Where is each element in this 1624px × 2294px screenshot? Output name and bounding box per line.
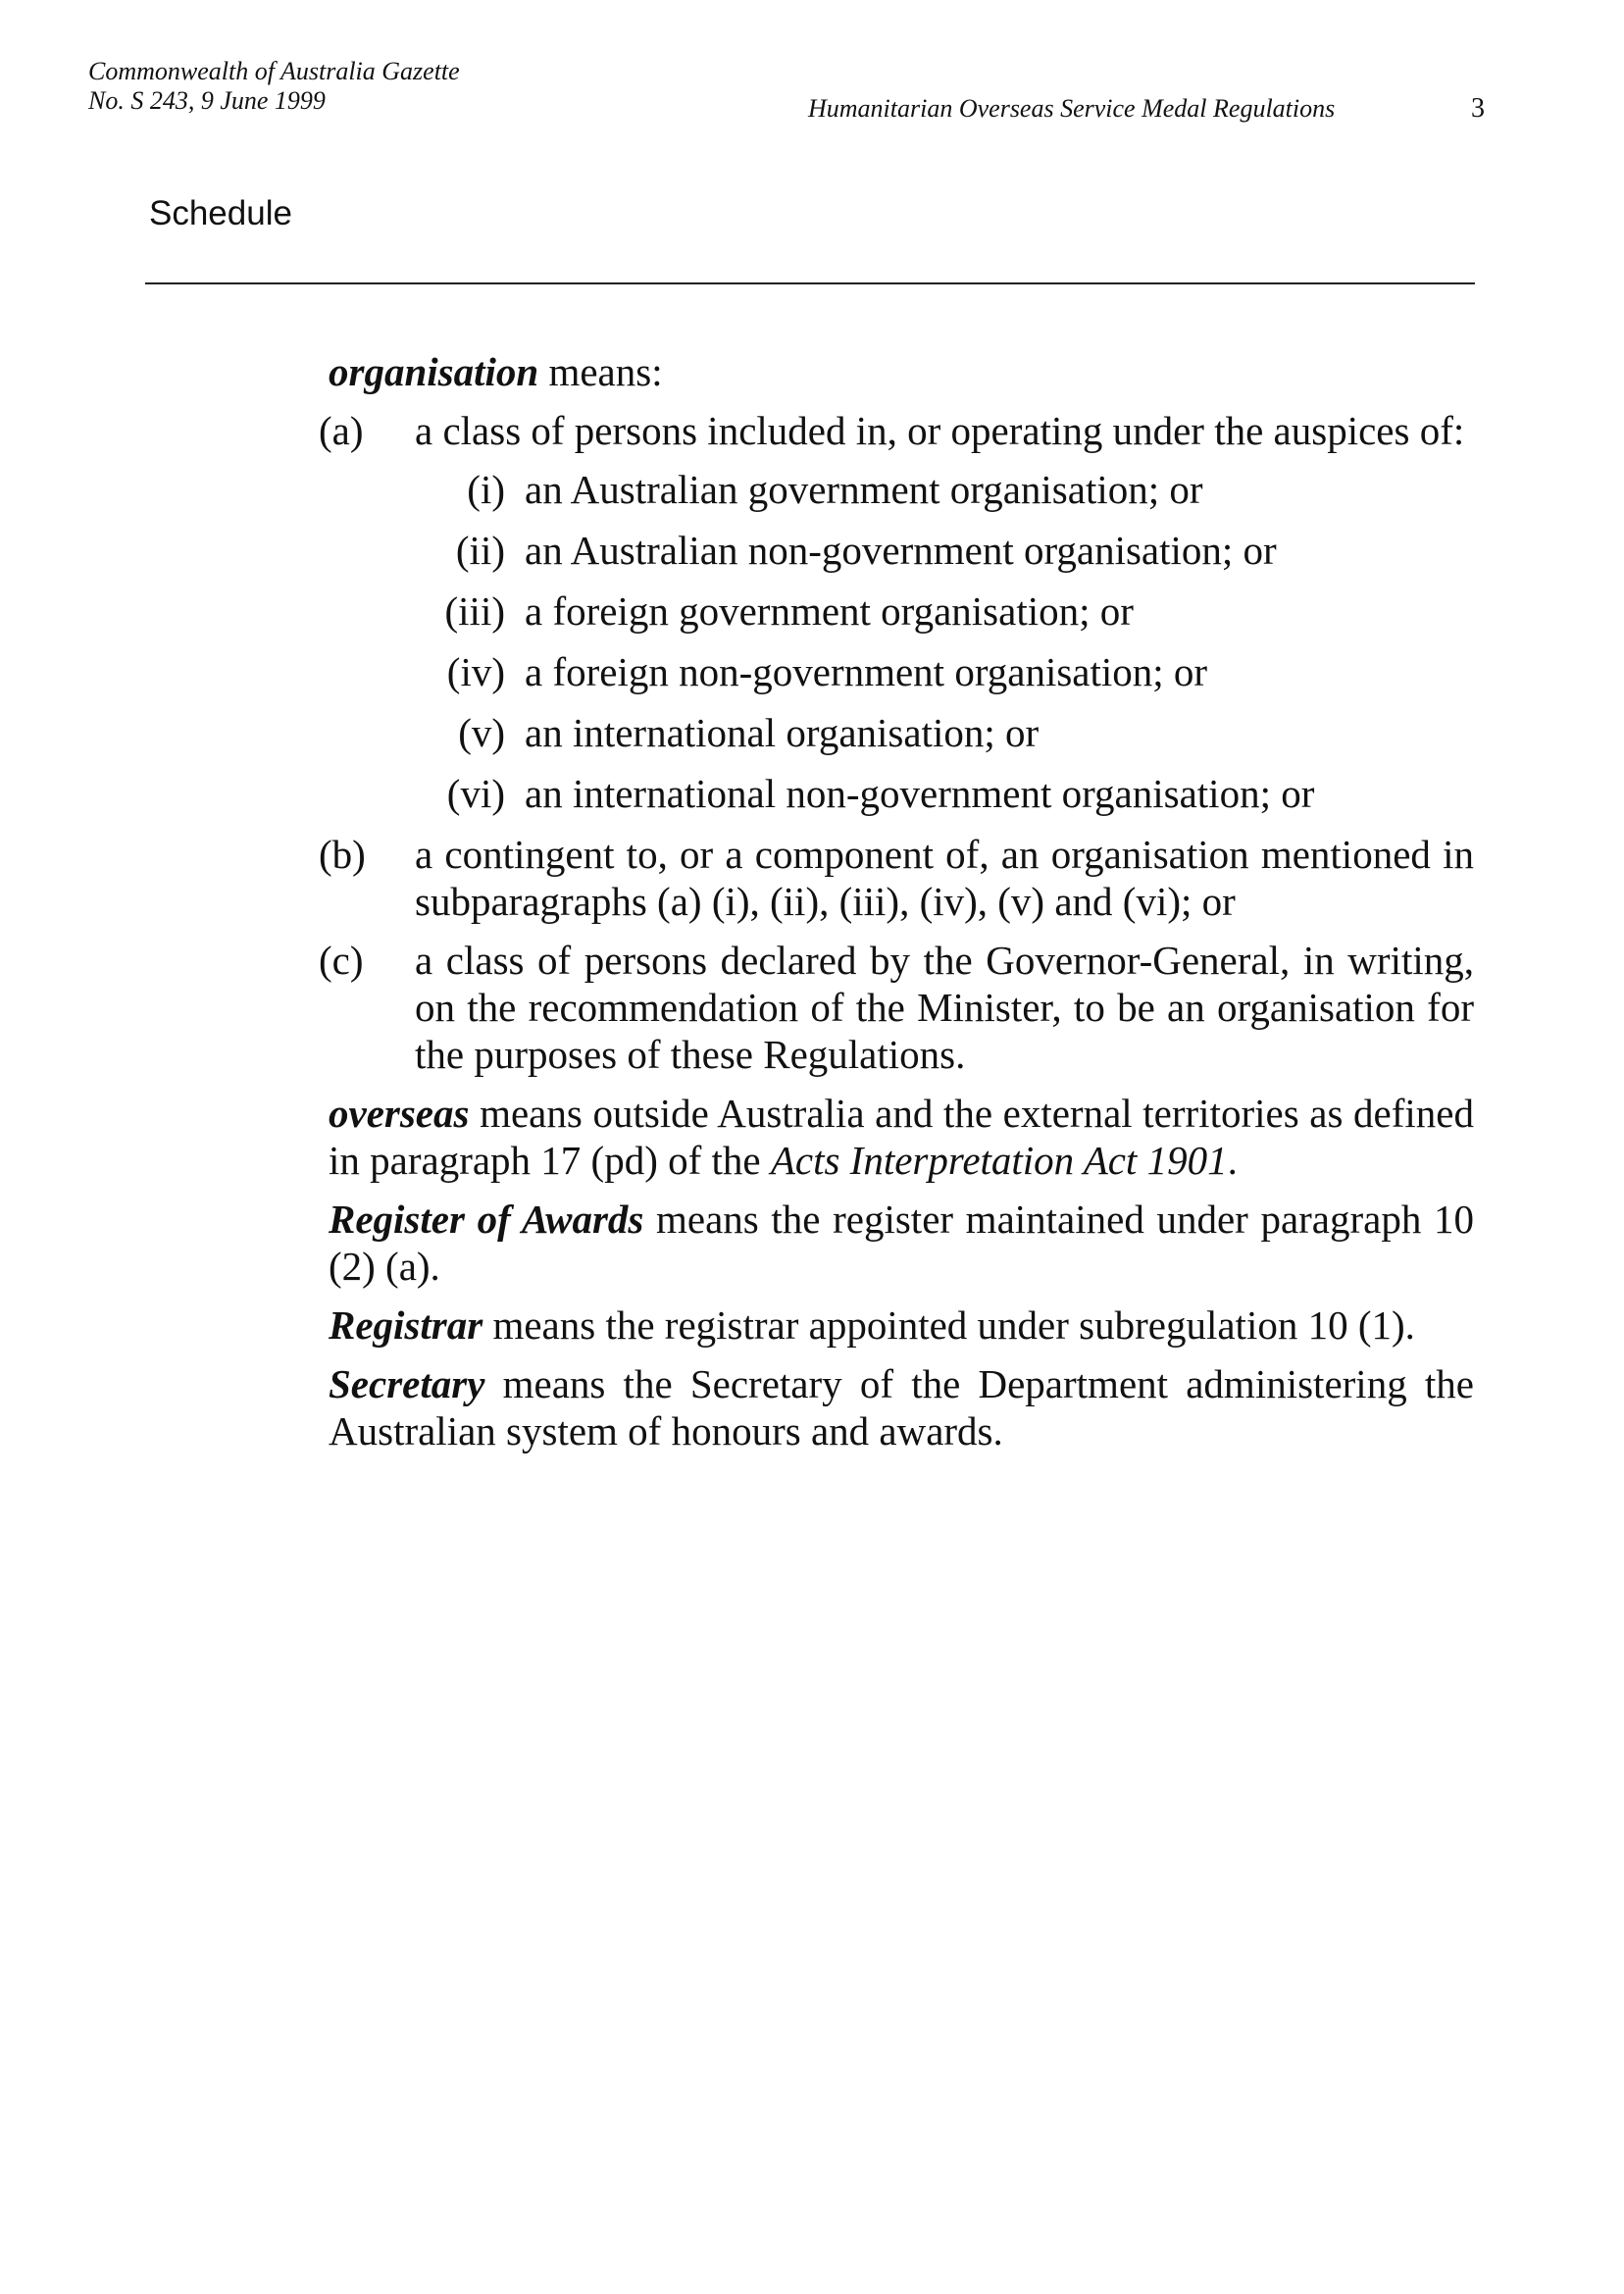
term-secretary: Secretary [329,1361,485,1406]
subparagraph-v-label: (v) [458,710,505,755]
registrar-text: means the registrar appointed under subregulation 10 (1). [482,1302,1415,1348]
subparagraph-iv-label: (iv) [446,649,505,694]
subparagraph-iv-text: a foreign non-government organisation; or [525,649,1208,694]
act-name: Acts Interpretation Act 1901 [770,1138,1228,1183]
secretary-text: means the Secretary of the Department administering the Australian system of honours and awards. [329,1361,1474,1453]
paragraph-b-label: (b) [319,832,366,877]
subparagraph-i-label: (i) [467,467,505,512]
subparagraph-vi [329,770,1474,817]
subparagraph-iv [329,648,1474,695]
subparagraph-iii-label: (iii) [444,588,505,634]
overseas-end: . [1227,1138,1238,1183]
register-of-awards-text: means the register maintained under paragraph 10 (2) (a). [329,1197,1474,1289]
paragraph-a [319,407,1474,454]
paragraph-c-label: (c) [319,938,364,983]
gazette-issue: No. S 243, 9 June 1999 [88,86,326,115]
organisation-means: means: [538,349,663,394]
definition-organisation [319,348,1474,1078]
term-organisation: organisation [329,349,539,394]
definitions [319,348,1474,1466]
definition-overseas [329,1090,1474,1184]
gazette-header [88,57,460,116]
paragraph-c-text: a class of persons declared by the Governor-General, in writing, on the recommendation of the Minister, to be an organisation for the purposes of these Regulations. [415,938,1474,1077]
subparagraph-iii [329,587,1474,635]
subparagraph-i [329,466,1474,513]
definition-registrar [329,1301,1474,1349]
subparagraph-v-text: an international organisation; or [525,710,1040,755]
page-number: 3 [1471,93,1485,124]
subparagraph-vi-label: (vi) [446,771,505,816]
subparagraph-iii-text: a foreign government organisation; or [525,588,1134,634]
subparagraph-v [329,709,1474,756]
organisation-intro [329,348,1474,395]
overseas-text: means outside Australia and the external territories as defined in paragraph 17 (pd) of the [329,1091,1474,1183]
paragraph-a-label: (a) [319,408,364,453]
subparagraph-vi-text: an international non-government organisation; or [525,771,1315,816]
term-registrar: Registrar [329,1302,483,1348]
term-register-of-awards: Register of Awards [329,1197,644,1242]
header-rule [145,282,1475,284]
term-overseas: overseas [329,1091,470,1136]
definition-secretary [329,1360,1474,1454]
definition-register-of-awards [329,1196,1474,1290]
paragraph-b [319,831,1474,925]
subparagraph-ii [329,527,1474,574]
subparagraph-ii-text: an Australian non-government organisation; or [525,528,1277,573]
regulations-title: Humanitarian Overseas Service Medal Regulations [808,94,1336,123]
paragraph-a-text: a class of persons included in, or operating under the auspices of: [415,408,1465,453]
section-title: Schedule [149,194,292,232]
subparagraph-i-text: an Australian government organisation; or [525,467,1203,512]
gazette-title: Commonwealth of Australia Gazette [88,57,460,85]
subparagraph-ii-label: (ii) [455,528,505,573]
paragraph-c [319,937,1474,1078]
paragraph-b-text: a contingent to, or a component of, an organisation mentioned in subparagraphs (a) (i), (ii), (iii), (iv), (v) and (vi); or [415,832,1474,924]
subparagraph-list [329,466,1474,817]
